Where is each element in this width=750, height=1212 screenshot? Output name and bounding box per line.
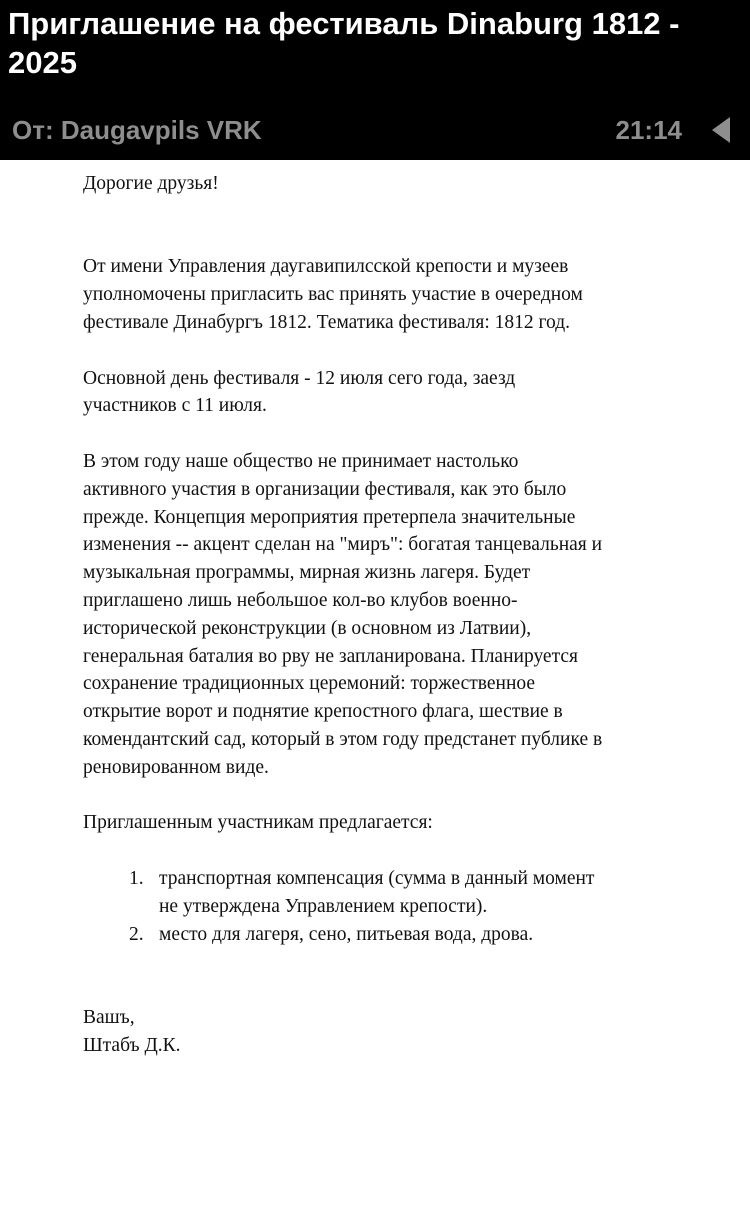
- signoff: Вашъ,: [83, 1006, 135, 1028]
- message-subject: Приглашение на фестиваль Dinaburg 1812 - 2025: [8, 6, 680, 80]
- list-item-number: 2.: [129, 923, 144, 945]
- list-item: [83, 865, 603, 921]
- sender-label: От: Daugavpils VRK: [12, 115, 262, 145]
- back-triangle-icon[interactable]: [710, 116, 732, 144]
- list-item-text: транспортная компенсация (сумма в данный момент не утверждена Управлением крепости).: [159, 867, 595, 917]
- paragraph-dates: Основной день фестиваля - 12 июля сего года, заезд участников с 11 июля.: [83, 367, 516, 417]
- message-header: [0, 0, 750, 160]
- list-item-text: место для лагеря, сено, питьевая вода, дрова.: [159, 923, 534, 945]
- list-item: [83, 921, 603, 949]
- message-meta-row: [0, 110, 750, 150]
- paragraph-invitation: От имени Управления даугавипилсской крепости и музеев уполномочены пригласить вас принять участие в очередном фестивале Динабургъ 1812. Тематика фестиваля: 1812 год.: [83, 256, 583, 333]
- message-body: [83, 170, 603, 1060]
- paragraph-offers-intro: Приглашенным участникам предлагается:: [83, 812, 433, 834]
- greeting: Дорогие друзья!: [83, 173, 219, 194]
- paragraph-concept: В этом году наше общество не принимает настолько активного участия в организации фестиваля, как это было прежде. Концепция мероприятия претерпела значительные изменения -- акцент сделан на "миръ": богатая танцевальная и музыкальная программы, мирная жизнь лагеря. Будет приглашено лишь небольшое кол-во клубов военно-исторической реконструкции (в основном из Латвии), генеральная баталия во рву не запланирована. Планируется сохранение традиционных церемоний: торжественное открытие ворот и поднятие крепостного флага, шествие в комендантский сад, который в этом году предстанет публике в реновированном виде.: [83, 450, 603, 778]
- signature: Штабъ Д.К.: [83, 1034, 181, 1056]
- offers-list: [83, 865, 603, 948]
- message-time: 21:14: [615, 115, 682, 145]
- list-item-number: 1.: [129, 867, 144, 889]
